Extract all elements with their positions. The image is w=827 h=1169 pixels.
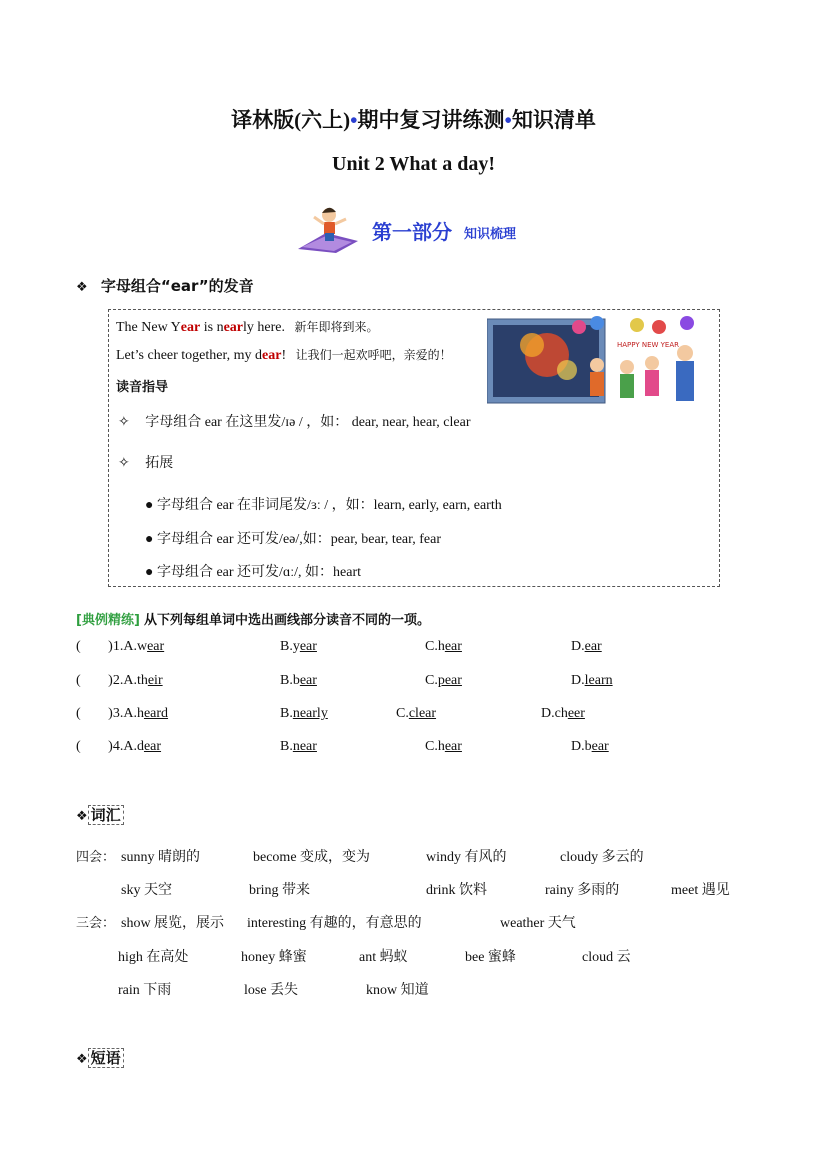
question-row: ( )1.A.wear: [76, 639, 165, 654]
answer-blank[interactable]: (: [76, 706, 81, 721]
vocab-item: sunny 晴朗的: [121, 850, 200, 865]
option-c: C.hear: [425, 739, 462, 754]
example-line-1: The New Year is nearly here. 新年即将到来。: [116, 320, 379, 335]
vocab-item: ant 蚂蚁: [359, 950, 408, 965]
option-d: D.ear: [571, 639, 602, 654]
sparkle-icon: ✧: [118, 415, 130, 430]
title-dot: •: [350, 108, 358, 132]
svg-text:HAPPY NEW YEAR: HAPPY NEW YEAR: [617, 341, 679, 349]
option-c: C.hear: [425, 639, 462, 654]
rule-1: ✧ 字母组合 ear 在这里发/ɪə / ，如： dear, near, hear, clear: [118, 415, 471, 430]
vocab-item: bring 带来: [249, 883, 311, 898]
answer-blank[interactable]: (: [76, 739, 81, 754]
option-c: C.clear: [396, 706, 437, 721]
answer-blank[interactable]: (: [76, 673, 81, 688]
exercise-instruction: [典例精练] 从下列每组单词中选出画线部分读音不同的一项。: [76, 613, 431, 628]
vocab-item: meet 遇见: [671, 883, 730, 898]
title-dot: •: [504, 108, 512, 132]
answer-blank[interactable]: (: [76, 639, 81, 654]
option-c: C.pear: [425, 673, 462, 688]
unit-title: Unit 2 What a day!: [332, 153, 495, 175]
expand-heading: ✧ 拓展: [118, 455, 174, 471]
expand-bullet: ● 字母组合 ear 还可发/ɑː/, 如：heart: [145, 565, 362, 580]
sparkle-icon: ✧: [118, 456, 130, 471]
four-skill-label: 四会：: [76, 850, 116, 865]
title-part: 期中复习讲练测: [357, 108, 505, 132]
section-bullet-icon: ❖: [76, 280, 88, 295]
section-bullet-icon: ❖: [76, 1052, 88, 1067]
vocab-item: cloud 云: [582, 950, 631, 965]
option-b: B.bear: [280, 673, 317, 688]
part-label: 第一部分: [372, 220, 452, 244]
vocab-item: become 变成，变为: [253, 850, 371, 865]
section-ear-heading: [76, 275, 254, 296]
example-line-2: Let’s cheer together, my dear! 让我们一起欢呼吧，亲爱的！: [116, 348, 452, 363]
option-d: D.cheer: [541, 706, 585, 721]
vocab-item: weather 天气: [500, 916, 576, 931]
vocab-item: drink 饮料: [426, 883, 488, 898]
vocab-item: windy 有风的: [426, 850, 507, 865]
reading-child-icon: [296, 203, 362, 255]
section-title: 字母组合“ear”的发音: [100, 277, 254, 295]
option-b: B.year: [280, 639, 317, 654]
expand-bullet: ● 字母组合 ear 在非词尾发/ɜː / ，如：learn, early, earn, earth: [145, 498, 502, 513]
vocab-item: interesting 有趣的，有意思的: [247, 916, 422, 931]
question-row: ( )3.A.heard: [76, 706, 169, 721]
new-year-illustration: [487, 315, 715, 405]
vocab-item: bee 蜜蜂: [465, 950, 516, 965]
reading-guide-label: 读音指导: [116, 380, 169, 395]
vocab-item: cloudy 多云的: [560, 850, 644, 865]
vocab-item: lose 丢失: [244, 983, 299, 998]
three-skill-label: 三会：: [76, 916, 116, 931]
section-title: 词汇: [88, 805, 124, 825]
option-d: D.learn: [571, 673, 613, 688]
vocab-item: rainy 多雨的: [545, 883, 620, 898]
part-sub-label: 知识梳理: [464, 227, 517, 242]
option-b: B.near: [280, 739, 317, 754]
page-title: [0, 104, 827, 134]
vocab-item: high 在高处: [118, 950, 189, 965]
expand-bullet: ● 字母组合 ear 还可发/eə/,如：pear, bear, tear, fear: [145, 532, 441, 547]
section-phrases-heading: [76, 1047, 124, 1068]
section-title: 短语: [88, 1048, 124, 1068]
vocab-item: show 展览，展示: [121, 916, 225, 931]
title-part: 知识清单: [511, 108, 596, 132]
option-b: B.nearly: [280, 706, 328, 721]
option-d: D.bear: [571, 739, 609, 754]
vocab-item: know 知道: [366, 983, 429, 998]
vocab-item: honey 蜂蜜: [241, 950, 307, 965]
vocab-item: sky 天空: [121, 883, 172, 898]
section-vocab-heading: [76, 804, 124, 825]
title-part: 译林版(六上): [231, 108, 351, 132]
vocab-item: rain 下雨: [118, 983, 172, 998]
section-bullet-icon: ❖: [76, 809, 88, 824]
question-row: ( )2.A.their: [76, 673, 163, 688]
question-row: ( )4.A.dear: [76, 739, 162, 754]
